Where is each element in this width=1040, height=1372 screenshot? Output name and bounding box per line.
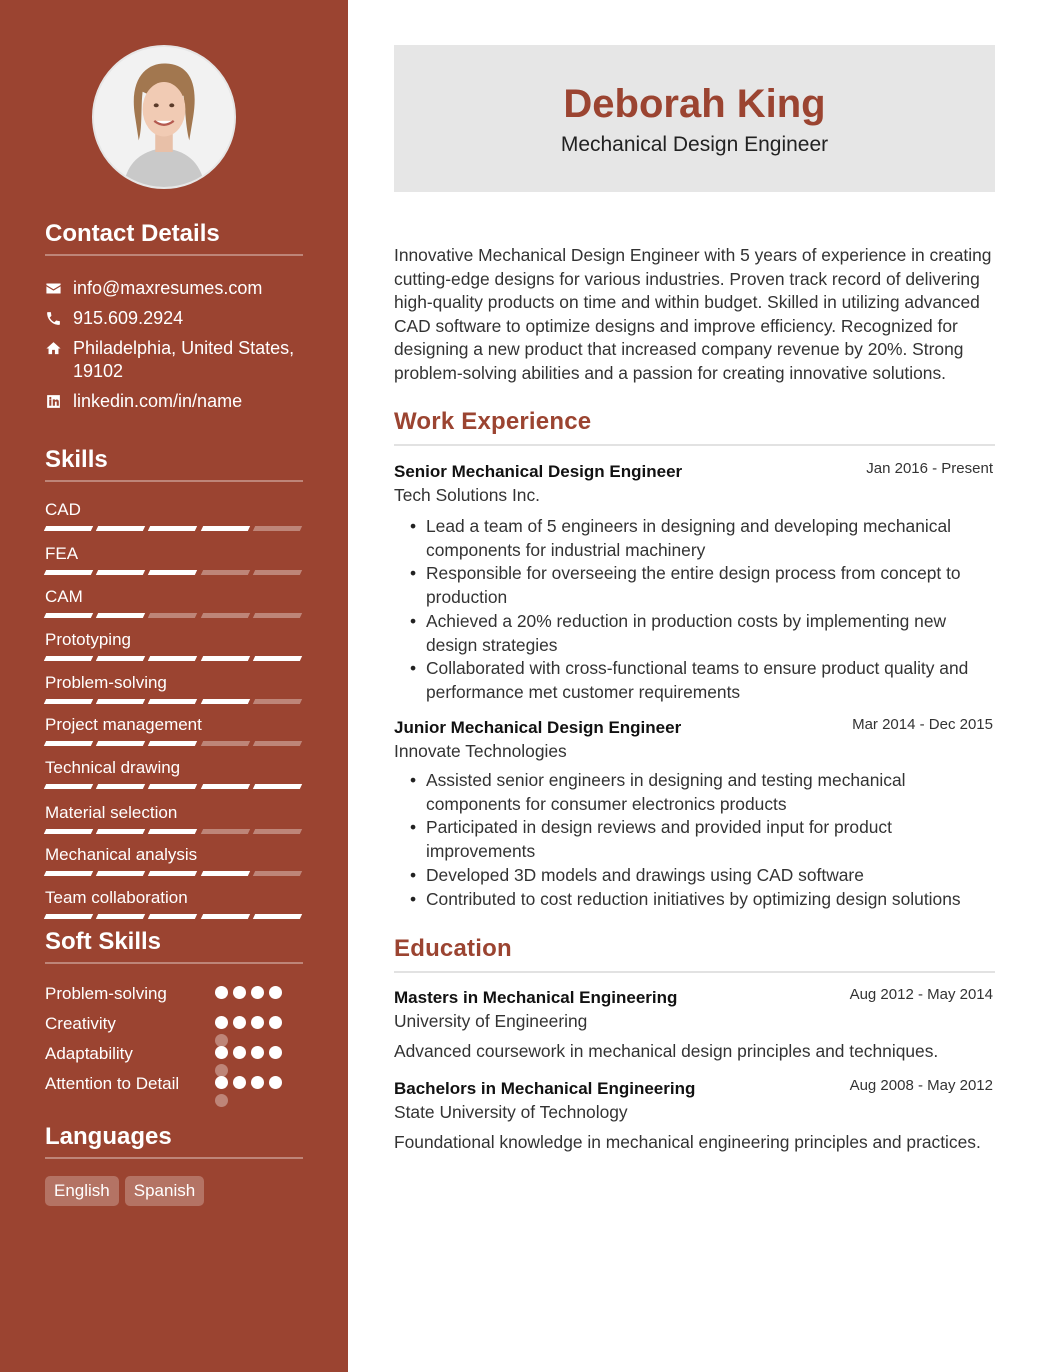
rating-dot (251, 986, 264, 999)
rating-dot (233, 986, 246, 999)
email-text[interactable]: info@maxresumes.com (73, 278, 263, 298)
skill-level-bar (45, 570, 301, 575)
job-date: Mar 2014 - Dec 2015 (852, 716, 993, 733)
soft-skill-rating (215, 1076, 295, 1107)
candidate-title: Mechanical Design Engineer (560, 133, 829, 156)
profile-photo-image (94, 47, 234, 187)
skill-item (45, 672, 301, 704)
skill-level-segment (96, 914, 146, 919)
contact-linkedin (45, 390, 303, 413)
candidate-name: Deborah King (563, 82, 826, 126)
rating-dot (251, 1016, 264, 1029)
skills-heading: Skills (45, 446, 303, 482)
profile-photo (92, 45, 236, 189)
rating-dot (215, 986, 228, 999)
skill-level-segment (200, 570, 250, 575)
rating-dot (215, 1076, 228, 1089)
job-bullets (410, 515, 1000, 705)
soft-skill-label: Creativity (45, 1014, 116, 1033)
skill-level-segment (200, 699, 250, 704)
skill-level-segment (44, 741, 94, 746)
degree-description: Foundational knowledge in mechanical engineering principles and practices. (394, 1132, 981, 1152)
skill-level-segment (148, 784, 198, 789)
rating-dot (233, 1076, 246, 1089)
job-title: Junior Mechanical Design Engineer (394, 718, 682, 737)
skill-label: Technical drawing (45, 758, 181, 777)
address-text: Philadelphia, United States, 19102 (73, 338, 295, 381)
skill-level-segment (96, 699, 146, 704)
soft-skill-label: Attention to Detail (45, 1074, 180, 1093)
skill-level-segment (44, 829, 94, 834)
skill-label: Prototyping (45, 630, 131, 649)
skill-level-segment (200, 656, 250, 661)
skill-label: Mechanical analysis (45, 845, 198, 864)
skill-level-segment (96, 784, 146, 789)
skill-label: CAM (45, 587, 83, 606)
skill-level-bar (45, 656, 301, 661)
skill-level-segment (253, 699, 303, 704)
skill-level-segment (200, 784, 250, 789)
skill-item (45, 499, 301, 531)
degree-date: Aug 2012 - May 2014 (849, 986, 993, 1003)
linkedin-icon (45, 390, 73, 413)
skill-level-segment (96, 656, 146, 661)
phone-icon (45, 307, 73, 330)
skill-level-segment (44, 871, 94, 876)
rating-dot (269, 1076, 282, 1089)
rating-dot (251, 1046, 264, 1059)
soft-skill-rating (215, 1046, 295, 1077)
skill-level-segment (148, 914, 198, 919)
soft-skill-rating (215, 986, 295, 999)
soft-skill-label: Adaptability (45, 1044, 133, 1063)
home-icon (45, 337, 73, 360)
skill-item (45, 714, 301, 746)
soft-skill-label: Problem-solving (45, 984, 167, 1003)
skill-level-bar (45, 871, 301, 876)
skill-level-bar (45, 829, 301, 834)
language-tag: Spanish (125, 1176, 204, 1206)
job-bullets (410, 769, 1000, 911)
job-company: Tech Solutions Inc. (394, 485, 540, 505)
skill-level-segment (148, 829, 198, 834)
skill-level-segment (96, 871, 146, 876)
skill-level-segment (44, 784, 94, 789)
job-company: Innovate Technologies (394, 741, 567, 761)
skill-item (45, 802, 301, 834)
skill-level-segment (253, 526, 303, 531)
rating-dot (215, 1094, 228, 1107)
rating-dot (269, 1046, 282, 1059)
contact-heading: Contact Details (45, 220, 303, 256)
skill-level-bar (45, 526, 301, 531)
skill-level-segment (200, 526, 250, 531)
soft-skills-heading: Soft Skills (45, 928, 303, 964)
skill-item (45, 844, 301, 876)
skill-label: Project management (45, 715, 202, 734)
skill-level-segment (44, 699, 94, 704)
resume-header (394, 45, 995, 192)
list-item: • Assisted senior engineers in designing and testing mechanical components for consumer electronics products (410, 769, 1000, 816)
skill-level-segment (148, 656, 198, 661)
skill-level-segment (253, 784, 303, 789)
skill-level-segment (44, 656, 94, 661)
degree-title: Masters in Mechanical Engineering (394, 988, 678, 1007)
work-experience-heading: Work Experience (394, 408, 995, 446)
job-date: Jan 2016 - Present (866, 460, 993, 477)
school-name: State University of Technology (394, 1102, 628, 1122)
skill-level-segment (253, 656, 303, 661)
degree-date: Aug 2008 - May 2012 (849, 1077, 993, 1094)
rating-dot (269, 986, 282, 999)
skill-level-segment (96, 570, 146, 575)
soft-skill-rating (215, 1016, 295, 1047)
skill-level-segment (200, 613, 250, 618)
language-tag: English (45, 1176, 119, 1206)
skill-level-segment (44, 526, 94, 531)
sidebar (0, 0, 348, 1372)
list-item: • Contributed to cost reduction initiatives by optimizing design solutions (410, 888, 1000, 912)
rating-dot (251, 1076, 264, 1089)
rating-dot (215, 1046, 228, 1059)
list-item: • Collaborated with cross-functional teams to ensure product quality and performance met customer requirements (410, 657, 1000, 704)
contact-phone (45, 307, 303, 330)
contact-email (45, 277, 303, 300)
skill-level-segment (96, 829, 146, 834)
skill-item (45, 586, 301, 618)
skill-level-segment (148, 699, 198, 704)
school-name: University of Engineering (394, 1011, 588, 1031)
rating-dot (215, 1016, 228, 1029)
rating-dot (233, 1016, 246, 1029)
skill-level-segment (200, 741, 250, 746)
skill-item (45, 757, 301, 789)
skill-level-segment (148, 570, 198, 575)
list-item: • Achieved a 20% reduction in production costs by implementing new design strategies (410, 610, 1000, 657)
phone-text[interactable]: 915.609.2924 (73, 308, 184, 328)
list-item: • Responsible for overseeing the entire design process from concept to production (410, 562, 1000, 609)
skill-level-segment (200, 829, 250, 834)
contact-address (45, 337, 303, 383)
skill-level-bar (45, 613, 301, 618)
rating-dot (233, 1046, 246, 1059)
skill-level-segment (44, 914, 94, 919)
skill-level-segment (200, 914, 250, 919)
languages-list (45, 1176, 204, 1206)
skill-level-segment (253, 741, 303, 746)
skill-level-segment (200, 871, 250, 876)
skill-label: FEA (45, 544, 79, 563)
skill-level-segment (253, 914, 303, 919)
envelope-icon (45, 277, 73, 300)
skill-level-bar (45, 699, 301, 704)
skill-level-segment (44, 570, 94, 575)
skill-level-segment (96, 741, 146, 746)
skill-level-segment (253, 829, 303, 834)
rating-dot (269, 1016, 282, 1029)
list-item: • Participated in design reviews and provided input for product improvements (410, 816, 1000, 863)
summary-text: Innovative Mechanical Design Engineer with 5 years of experience in creating cutting-edge designs for various industries. Proven track record of delivering high-quality products on time and within budget. Skilled in utilizing advanced CAD software to optimize designs and improve efficiency. Recognized for designing a new product that increased company revenue by 20%. Strong problem-solving abilities and a passion for creating innovative solutions. (394, 245, 992, 383)
languages-heading: Languages (45, 1123, 303, 1159)
skill-level-bar (45, 914, 301, 919)
list-item: • Lead a team of 5 engineers in designing and developing mechanical components for industrial machinery (410, 515, 1000, 562)
skill-level-segment (253, 871, 303, 876)
list-item: • Developed 3D models and drawings using CAD software (410, 864, 1000, 888)
linkedin-text[interactable]: linkedin.com/in/name (73, 391, 243, 411)
skill-level-bar (45, 784, 301, 789)
skill-level-segment (148, 613, 198, 618)
skill-item (45, 887, 301, 919)
skill-item (45, 543, 301, 575)
skill-level-segment (44, 613, 94, 618)
skill-level-segment (253, 613, 303, 618)
skill-level-segment (148, 871, 198, 876)
skill-level-bar (45, 741, 301, 746)
skill-label: Problem-solving (45, 673, 167, 692)
skill-level-segment (253, 570, 303, 575)
job-title: Senior Mechanical Design Engineer (394, 462, 683, 481)
skill-label: Team collaboration (45, 888, 188, 907)
skill-level-segment (148, 526, 198, 531)
skill-label: CAD (45, 500, 81, 519)
degree-description: Advanced coursework in mechanical design principles and techniques. (394, 1041, 939, 1061)
skill-level-segment (148, 741, 198, 746)
skill-item (45, 629, 301, 661)
skill-level-segment (96, 613, 146, 618)
skill-label: Material selection (45, 803, 178, 822)
degree-title: Bachelors in Mechanical Engineering (394, 1079, 696, 1098)
education-heading: Education (394, 935, 995, 973)
skill-level-segment (96, 526, 146, 531)
